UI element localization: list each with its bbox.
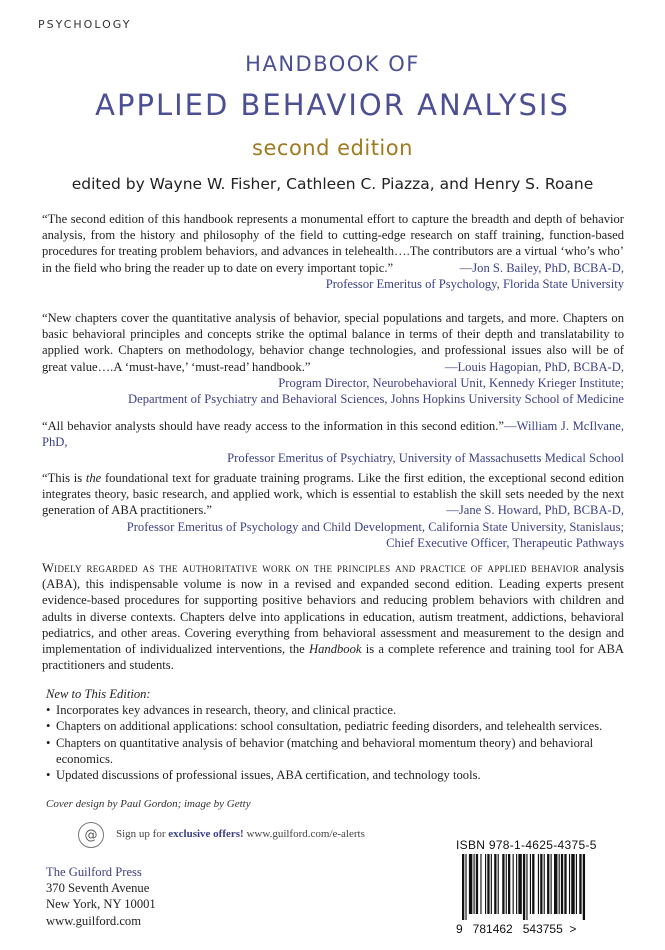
description-body: analysis (ABA), this indispensable volume is now in a revised and expanded second edition. Leading experts present evidence-based procedures for supporting positive behaviors and reducing problem behaviors with children and adults in diverse contexts. Chapters delve into applications in education, autism treatment, addictions, behavioral pediatrics, and other areas. Covering everything from behavioral assessment and measurement to the design and implementation of individualized interventions, the (42, 561, 624, 657)
quote-attribution-title: Professor Emeritus of Psychology and Child Development, California State University, Stanislaus; (126, 519, 624, 534)
barcode-bar (569, 854, 570, 914)
barcode-bar (554, 854, 557, 914)
title-line-1: HANDBOOK OF (245, 52, 420, 76)
barcode-bar (491, 854, 492, 914)
barcode-digits: 9 781462 543755 > (456, 922, 577, 936)
edition-label: second edition (252, 136, 413, 160)
publisher-block (46, 864, 156, 929)
list-item: • Chapters on quantitative analysis of behavior (matching and behavioral momentum theory) and behavioral economics. (46, 735, 626, 767)
barcode-bar (469, 854, 472, 914)
barcode-bar (564, 854, 566, 914)
publisher-website[interactable]: www.guilford.com (46, 913, 142, 928)
barcode-bar (506, 854, 507, 914)
signup-offer: exclusive offers! (168, 828, 244, 840)
barcode-bar (579, 854, 581, 914)
cover-credit: Cover design by Paul Gordon; image by Getty (46, 798, 251, 810)
barcode-bar (538, 854, 539, 914)
barcode-graphic (456, 854, 630, 920)
signup-line (116, 828, 365, 840)
endorsement-quote-3 (42, 418, 624, 467)
list-item: • Updated discussions of professional issues, ABA certification, and technology tools. (46, 767, 626, 783)
quote-text-emphasis: the (85, 471, 102, 485)
barcode-bar (530, 854, 531, 914)
barcode-bar (523, 854, 525, 920)
quote-text: foundational text for graduate training programs. Like the first edition, the exceptional second edition integrates theory, basic research, and applied work, which is essential to establish the skill sets needed by the next generation of ABA practitioners.” (42, 471, 624, 518)
barcode-bar (485, 854, 486, 914)
publisher-address-2: New York, NY 10001 (46, 897, 156, 912)
isbn-label: ISBN 978-1-4625-4375-5 (456, 838, 597, 852)
quote-attribution-name: —Louis Hagopian, PhD, BCBA-D, (444, 359, 624, 374)
list-item: • Chapters on additional applications: school consultation, pediatric feeding disorders, and telehealth services. (46, 718, 626, 734)
barcode-bar (518, 854, 521, 914)
category-label: PSYCHOLOGY (38, 18, 132, 31)
publisher-name: The Guilford Press (46, 865, 142, 879)
quote-text: “All behavior analysts should have ready access to the information in this second edition.” (42, 419, 504, 433)
signup-url[interactable]: www.guilford.com/e-alerts (243, 828, 365, 840)
barcode-bar (561, 854, 563, 914)
barcode-bar (498, 854, 499, 914)
quote-attribution-title: Professor Emeritus of Psychiatry, University of Massachusetts Medical School (227, 451, 624, 466)
quote-text-pre: “This is (42, 471, 86, 485)
editors-line: edited by Wayne W. Fisher, Cathleen C. Piazza, and Henry S. Roane (71, 175, 594, 193)
barcode-bar (465, 854, 466, 920)
barcode-bar (487, 854, 489, 914)
barcode-bar (476, 854, 478, 914)
quote-attribution-title: Professor Emeritus of Psychology, Florida State University (325, 276, 624, 291)
description-tail: is a complete reference and training tool for ABA practitioners and students. (42, 642, 624, 673)
new-edition-section (46, 686, 626, 783)
publisher-address-1: 370 Seventh Avenue (46, 881, 150, 896)
quote-text: “The second edition of this handbook represents a monumental effort to capture the breadth and depth of behavior analysis, from the history and philosophy of the field to cutting-edge research on staff training, function-based procedures for treating problem behaviors, and advances in telehealth….The contributors are a virtual ‘who’s who’ in the field who bring the reader up to date on every important topic.” (42, 212, 624, 275)
new-edition-list (46, 702, 626, 783)
barcode-bar (462, 854, 464, 920)
description-lead: Widely regarded as the authoritative work on the principles and practice of applied behavior (42, 561, 580, 575)
title-line-2: APPLIED BEHAVIOR ANALYSIS (95, 88, 570, 122)
quote-text: “New chapters cover the quantitative analysis of behavior, special populations and targets, and more. Chapters on basic behavioral principles and concepts strike the optimal balance in terms of their depth and translatability to applied work. Chapters on methodology, behavior change technologies, and professional issues also will be of great value….A ‘must-have,’ ‘must-read’ handbook.” (42, 311, 624, 374)
barcode-bar (571, 854, 574, 914)
barcode-bar (576, 854, 577, 914)
new-edition-heading: New to This Edition: (46, 687, 151, 701)
barcode-bar (547, 854, 549, 914)
quote-attribution-name: —Jon S. Bailey, PhD, BCBA-D, (459, 260, 624, 275)
quote-attribution-name: —Jane S. Howard, PhD, BCBA-D, (446, 503, 624, 518)
barcode-bar (502, 854, 504, 914)
barcode-bar (532, 854, 534, 914)
list-item: • Incorporates key advances in research, theory, and clinical practice. (46, 702, 626, 718)
barcode-bar (540, 854, 542, 914)
email-at-icon: @ (78, 822, 104, 848)
barcode-bar (559, 854, 560, 914)
endorsement-quote-1 (42, 211, 624, 292)
description-emphasis: Handbook (309, 642, 362, 657)
quote-text-line (42, 418, 624, 450)
quote-attribution-title-2: Chief Executive Officer, Therapeutic Pathways (386, 535, 624, 550)
barcode-bar (494, 854, 496, 914)
barcode-bar (551, 854, 552, 914)
quote-attribution-title-2: Department of Psychiatry and Behavioral Sciences, Johns Hopkins University School of Medicine (128, 392, 624, 407)
barcode-bar (526, 854, 527, 920)
endorsement-quote-2 (42, 310, 624, 407)
signup-pre: Sign up for (116, 828, 169, 840)
quote-attribution-name: —William J. McIlvane, PhD, (42, 419, 624, 450)
endorsement-quote-4 (42, 470, 624, 551)
barcode-bar (480, 854, 481, 914)
barcode-bar (513, 854, 514, 914)
barcode-bar (544, 854, 545, 914)
barcode-bar (516, 854, 517, 914)
barcode-bar (508, 854, 510, 914)
quote-attribution-title: Program Director, Neurobehavioral Unit, Kennedy Krieger Institute; (278, 375, 624, 390)
barcode-bar (583, 854, 585, 920)
book-description (42, 560, 624, 673)
barcode-bar (474, 854, 475, 914)
